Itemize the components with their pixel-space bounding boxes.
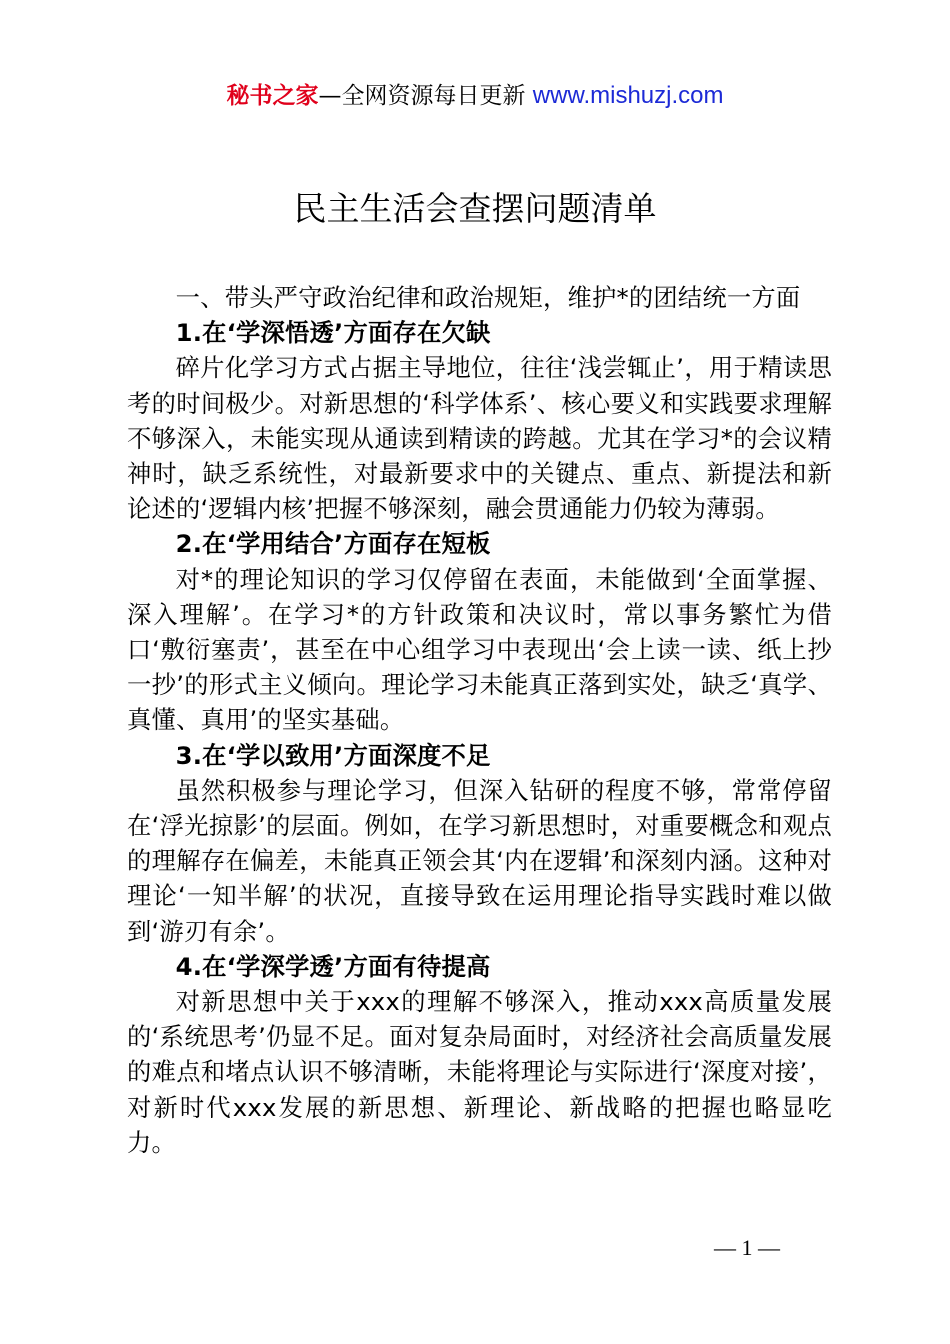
item-heading: 1.在‘学深悟透’方面存在欠缺 [175, 318, 491, 348]
site-url-link[interactable]: www.mishuzj.com [532, 82, 724, 109]
page-number: — 1 — [714, 1235, 780, 1260]
item-paragraph: 对*的理论知识的学习仅停留在表面，未能做到‘全面掌握、深入理解’。在学习*的方针政策和决议时，常以事务繁忙为借口‘敷衍塞责’，甚至在中心组学习中表现出‘会上读一读、纸上抄一抄’的形式主义倾向。理论学习未能真正落到实处，缺乏‘真学、真懂、真用’的坚实基础。 [127, 564, 832, 735]
brand-name: 秘书之家 [226, 83, 319, 109]
section-heading: 一、带头严守政治纪律和政治规矩，维护*的团结统一方面 [175, 283, 801, 312]
item-heading: 2.在‘学用结合’方面存在短板 [175, 529, 491, 559]
item-heading: 3.在‘学以致用’方面深度不足 [175, 740, 491, 770]
banner-slogan: —全网资源每日更新 [318, 83, 526, 109]
item-paragraph: 虽然积极参与理论学习，但深入钻研的程度不够，常常停留在‘浮光掠影’的层面。例如，在学习新思想时，对重要概念和观点的理解存在偏差，未能真正领会其‘内在逻辑’和深刻内涵。这种对理论‘一知半解’的状况，直接导致在运用理论指导实践时难以做到‘游刃有余’。 [127, 775, 832, 946]
page-footer [0, 1234, 950, 1262]
item-heading: 4.在‘学深学透’方面有待提高 [175, 951, 491, 981]
document-title: 民主生活会查摆问题清单 [293, 189, 657, 228]
site-banner [0, 80, 950, 112]
item-paragraph: 对新思想中关于xxx的理解不够深入，推动xxx高质量发展的‘系统思考’仍显不足。面对复杂局面时，对经济社会高质量发展的难点和堵点认识不够清晰，未能将理论与实际进行‘深度对接’，对新时代xxx发展的新思想、新理论、新战略的把握也略显吃力。 [127, 987, 832, 1157]
document-body [127, 280, 832, 1160]
item-paragraph: 碎片化学习方式占据主导地位，往往‘浅尝辄止’，用于精读思考的时间极少。对新思想的‘科学体系’、核心要义和实践要求理解不够深入，未能实现从通读到精读的跨越。尤其在学习*的会议精神时，缺乏系统性，对最新要求中的关键点、重点、新提法和新论述的‘逻辑内核’把握不够深刻，融会贯通能力仍较为薄弱。 [127, 353, 832, 524]
